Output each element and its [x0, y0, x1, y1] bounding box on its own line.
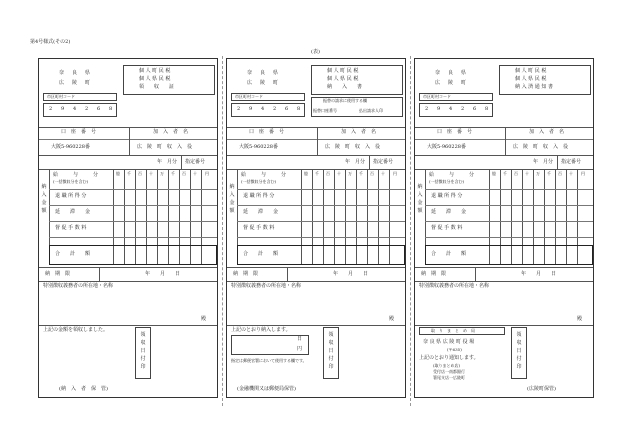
bank-note-3: 箸尾支店一広陵町	[433, 375, 465, 380]
town-name: 広 陵 町	[59, 80, 92, 86]
account-no-label: 口 座 番 号	[61, 129, 97, 135]
subscriber-name: 広 陵 町 収 入 役	[137, 144, 193, 150]
bank-note-1: (取りまとめ店)	[433, 363, 461, 368]
row-salary-note: (一括徴収分を含む)	[53, 179, 89, 184]
cut-line-1	[222, 56, 223, 406]
row-fee: 督 促 手 数 料	[55, 225, 87, 231]
seal-dono: 殿	[201, 316, 207, 322]
received-text: 上記の金額を領収しました。	[43, 327, 109, 333]
receipt-form: 奈 良 県 広 陵 町 個 人 町 民 税 個 人 県 民 税 領 収 証 市区町村コード 2 9 4 2 6 8 口 座 番 号 加 入 者 名 大阪5-960228番 広 陵 町 収 入 役 年 月分 指定番号 納入金額 億 千 百 十 万 千 百 十 円 給 与 分 (一括徴収分を含む) 退 職 所 得 分 延 滞 金 督 促 手 数 料 合 計 額 納 期 限 年 月 日 特別徴収義務者の所在地・名称 殿 上記の金額を領収しました。 領収日付印 (納 入 者 保 管)	[38, 58, 218, 398]
subscriber-label: 加 入 者 名	[153, 129, 189, 135]
bank-note-2: 受付店一南都銀行	[433, 369, 465, 374]
deadline-date: 年 月 日	[145, 271, 181, 277]
collector-label: 取 り ま と め 局	[431, 328, 475, 333]
title-line-2: 個 人 県 民 税	[139, 76, 171, 82]
row-total: 合 計 額	[55, 251, 91, 257]
city-code-d6: 8	[109, 106, 113, 112]
payment-notice-form: 奈 良 県 広 陵 町 個 人 町 民 税 個 人 県 民 税 納 入 済 通 知 書 市区町村コード 2 9 4 2 6 8 口 座 番 号 加 入 者 名 大阪5-960228番 広 陵 町 収 入 役 年 月分 指定番号 納入金額 億 千 百 十 万 千 百 十 円 給 与 分 (一括徴収分を含む) 退 職 所 得 分 延 滞 金 督 促 手 数 料 合 計 額 納 期 限 年 月 日 特別徴収義務者の所在地・名称 殿 取 り ま と め 局 奈 良 県 広 陵 町 役 場 (〒635) 上記のとおり通知します。 (取りまとめ店) 受付店一南都銀行 箸尾支店一広陵町 領収日付印 (広陵町保管)	[414, 58, 594, 398]
collector-name: 奈 良 県 広 陵 町 役 場	[423, 339, 475, 345]
row-salary: 給 与 分	[53, 172, 99, 178]
city-code-d1: 2	[49, 106, 53, 112]
city-code-d2: 9	[61, 106, 65, 112]
cut-line-2	[410, 56, 411, 406]
payer-label: 特別徴収義務者の所在地・名称	[43, 283, 114, 289]
row-retirement: 退 職 所 得 分	[55, 193, 87, 199]
row-penalty: 延 滞 金	[55, 209, 91, 215]
transfer-account-no: 振替口座番号	[313, 108, 337, 113]
account-no: 大阪5-960228番	[51, 144, 90, 150]
title-line-1: 個 人 町 民 税	[139, 68, 171, 74]
year-month-label: 年 月分	[157, 159, 178, 165]
payment-slip-form: 奈 良 県 広 陵 町 個 人 町 民 税 個 人 県 民 税 納 入 書 市区町村コード 2 9 4 2 6 8 振替の請求に使用する欄 振替口座番号 払出請求人印 口 座 番 号 加 入 者 名 大阪5-960228番 広 陵 町 収 入 役 年 月分 指定番号 納入金額 億 千 百 十 万 千 百 十 円 給 与 分 (一括徴収分を含む) 退 職 所 得 分 延 滞 金 督 促 手 数 料 合 計 額 納 期 限 年 月 日 特別徴収義務者の所在地・名称 殿 上記のとおり納入します。 日 円 指定は郵便官署において使用する欄です。 領収日付印 (金融機関又は郵便局保管)	[226, 58, 406, 398]
city-code-d4: 2	[85, 106, 89, 112]
designation-label: 指定番号	[185, 159, 206, 165]
receipt-stamp-label: 領収日付印	[140, 332, 146, 370]
city-code-box	[43, 103, 117, 117]
transfer-notice: 振替の請求に使用する欄	[323, 98, 367, 103]
transfer-requester: 払出請求人印	[359, 108, 383, 113]
deadline-label: 納 期 限	[45, 271, 71, 277]
amount-label: 納入金額	[41, 184, 47, 214]
city-code-d5: 6	[97, 106, 101, 112]
side-label: (表)	[311, 49, 320, 55]
notice-text: 上記のとおり通知します。	[419, 355, 479, 361]
city-code-label: 市区町村コード	[47, 94, 75, 99]
title-line-3: 領 収 証	[139, 84, 175, 90]
pref-name: 奈 良 県	[59, 70, 92, 76]
form-number: 第4号様式(その2)	[30, 39, 71, 45]
collector-zip: (〒635)	[447, 347, 462, 352]
city-code-d3: 4	[73, 106, 77, 112]
footer-label: (納 入 者 保 管)	[59, 386, 108, 392]
